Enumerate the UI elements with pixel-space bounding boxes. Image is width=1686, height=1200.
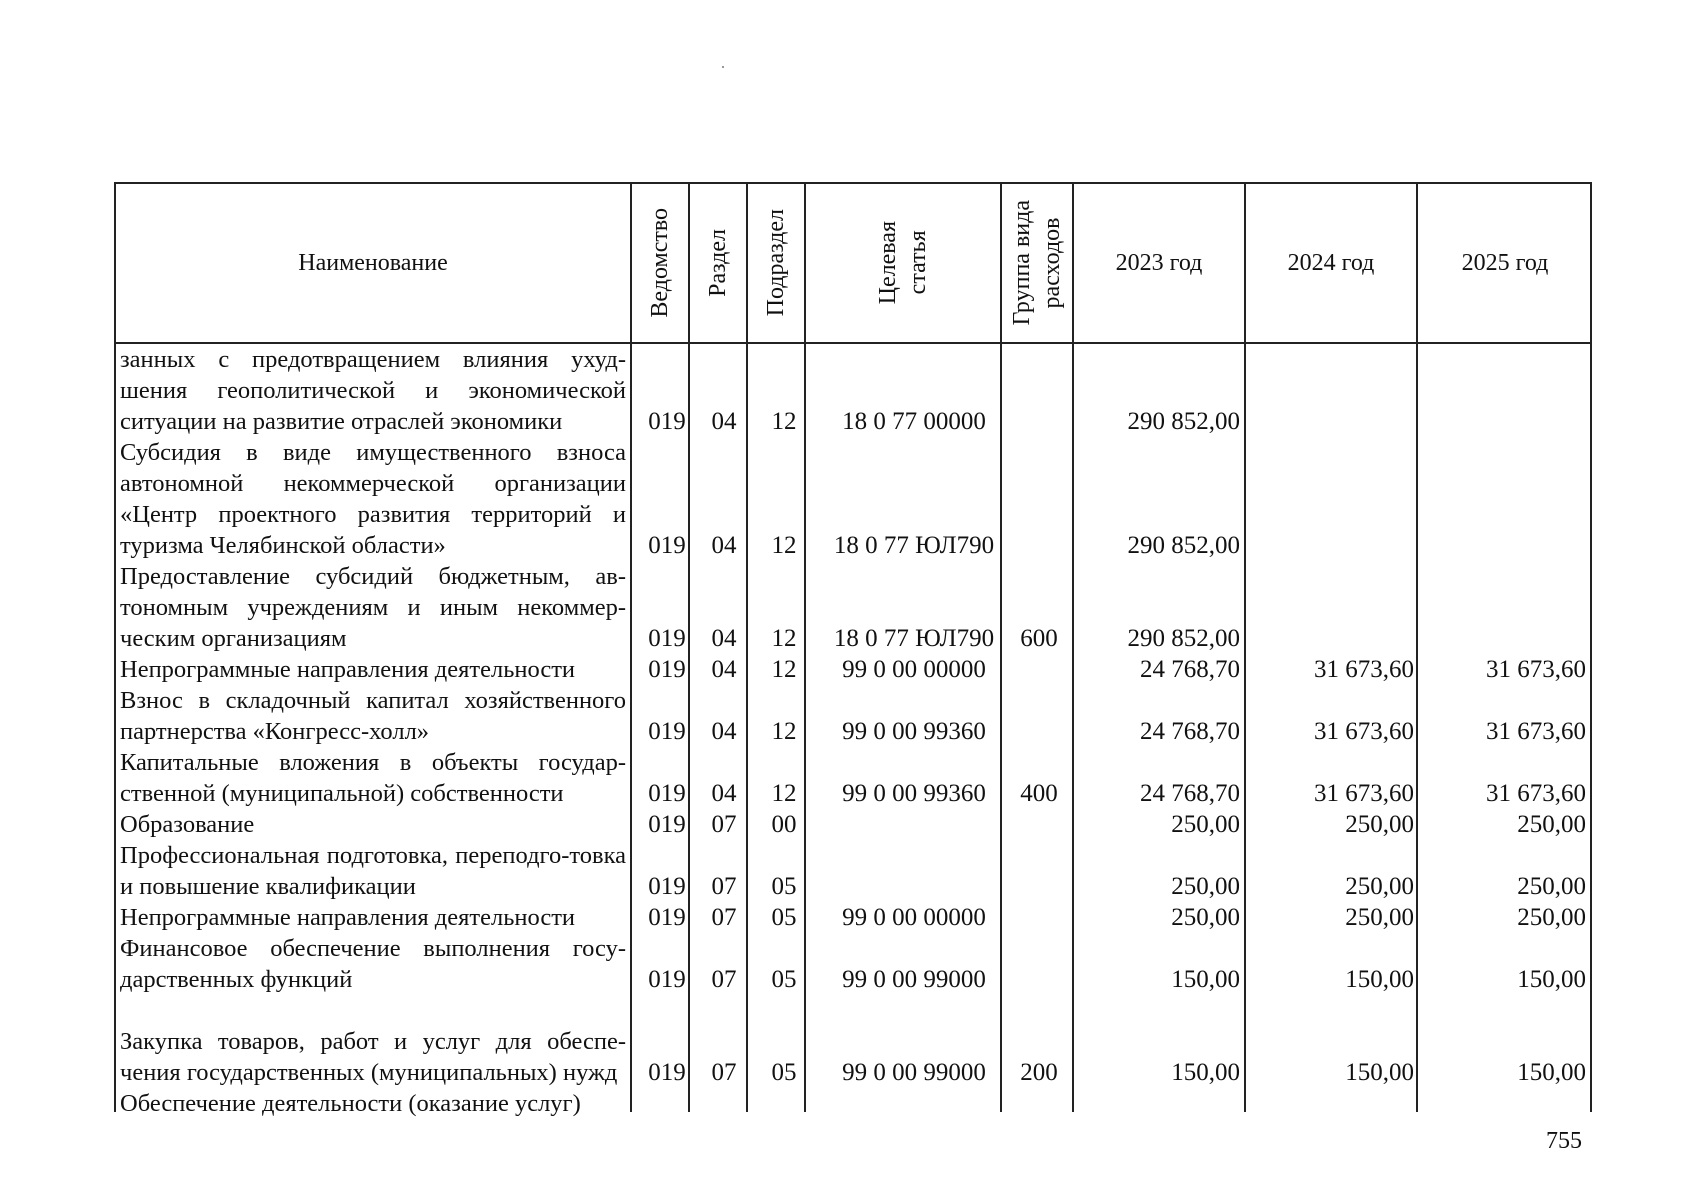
razdel-cell: 04 — [711, 408, 737, 435]
amount-2023-cell: 250,00 — [1171, 811, 1240, 838]
podrazdel-cell: 12 — [771, 408, 797, 435]
amount-2025-cell: 250,00 — [1517, 811, 1586, 838]
amount-2023-cell: 290 852,00 — [1127, 532, 1240, 559]
celevaya-statya-cell: 99 0 00 99360 — [842, 718, 986, 745]
row-name-cell: Капитальные вложения в объекты государ-ственной (муниципальной) собственности — [120, 749, 626, 807]
razdel-cell: 07 — [711, 1059, 737, 1086]
amount-2024-cell: 31 673,60 — [1314, 780, 1414, 807]
row-name-cell: Профессиональная подготовка, переподго-товка и повышение квалификации — [120, 842, 626, 900]
podrazdel-cell: 05 — [771, 966, 797, 993]
razdel-cell: 07 — [711, 904, 737, 931]
celevaya-statya-cell: 18 0 77 ЮЛ790 — [833, 625, 995, 652]
table-row — [116, 437, 1590, 561]
table-row — [116, 561, 1590, 654]
vedomstvo-cell: 019 — [648, 625, 686, 652]
celevaya-statya-cell: 99 0 00 00000 — [842, 656, 986, 683]
celevaya-statya-cell: 99 0 00 99360 — [842, 780, 986, 807]
amount-2023-cell: 150,00 — [1171, 1059, 1240, 1086]
row-name-cell: Взнос в складочный капитал хозяйственного партнерства «Конгресс-холл» — [120, 687, 626, 745]
header-2025: 2025 год — [1461, 249, 1549, 276]
amount-2025-cell: 31 673,60 — [1486, 780, 1586, 807]
podrazdel-cell: 05 — [771, 873, 797, 900]
vedomstvo-cell: 019 — [648, 718, 686, 745]
amount-2024-cell: 31 673,60 — [1314, 718, 1414, 745]
table-row — [116, 1088, 1590, 1119]
row-name-cell: Обеспечение деятельности (оказание услуг) — [120, 1090, 581, 1117]
amount-2025-cell: 31 673,60 — [1486, 718, 1586, 745]
razdel-cell: 04 — [711, 625, 737, 652]
amount-2025-cell: 250,00 — [1517, 873, 1586, 900]
amount-2025-cell: 150,00 — [1517, 966, 1586, 993]
table-row — [116, 902, 1590, 933]
podrazdel-cell: 05 — [771, 1059, 797, 1086]
celevaya-statya-cell: 99 0 00 99000 — [842, 966, 986, 993]
row-name-cell: Непрограммные направления деятельности — [120, 904, 576, 931]
scan-speck — [722, 66, 724, 68]
celevaya-statya-cell: 18 0 77 00000 — [842, 408, 986, 435]
header-vedomstvo: Ведомство — [647, 208, 673, 318]
row-name-cell: Закупка товаров, работ и услуг для обеспе-чения государственных (муниципальных) нужд — [120, 1028, 626, 1086]
gruppa-vida-cell: 200 — [1020, 1059, 1058, 1086]
table-row — [116, 344, 1590, 437]
budget-table — [114, 182, 1592, 1117]
razdel-cell: 04 — [711, 718, 737, 745]
amount-2025-cell: 31 673,60 — [1486, 656, 1586, 683]
amount-2024-cell: 250,00 — [1345, 904, 1414, 931]
vedomstvo-cell: 019 — [648, 1059, 686, 1086]
amount-2023-cell: 250,00 — [1171, 873, 1240, 900]
amount-2025-cell: 250,00 — [1517, 904, 1586, 931]
podrazdel-cell: 12 — [771, 625, 797, 652]
amount-2024-cell: 150,00 — [1345, 966, 1414, 993]
vedomstvo-cell: 019 — [648, 966, 686, 993]
amount-2023-cell: 24 768,70 — [1140, 656, 1240, 683]
celevaya-statya-cell: 99 0 00 99000 — [842, 1059, 986, 1086]
row-name-cell: Образование — [120, 811, 255, 838]
amount-2023-cell: 250,00 — [1171, 904, 1240, 931]
podrazdel-cell: 12 — [771, 780, 797, 807]
page-number: 755 — [1546, 1128, 1582, 1154]
amount-2023-cell: 290 852,00 — [1127, 408, 1240, 435]
table-row — [116, 747, 1590, 809]
amount-2023-cell: 290 852,00 — [1127, 625, 1240, 652]
row-name-cell: Предоставление субсидий бюджетным, ав-тономным учреждениям и иным некоммер-ческим организациям — [120, 563, 626, 652]
celevaya-statya-cell: 99 0 00 00000 — [842, 904, 986, 931]
header-razdel: Раздел — [705, 229, 731, 297]
row-name-cell: занных с предотвращением влияния ухуд-шения геополитической и экономической ситуации на развитие отраслей экономики — [120, 346, 626, 435]
header-celevaya-statya: Целевая статья — [875, 221, 931, 305]
amount-2024-cell: 31 673,60 — [1314, 656, 1414, 683]
row-name-cell: Непрограммные направления деятельности — [120, 656, 576, 683]
table-body — [116, 344, 1590, 1117]
amount-2024-cell: 250,00 — [1345, 811, 1414, 838]
header-gruppa-vida-rashodov: Группа вида расходов — [1009, 200, 1065, 326]
razdel-cell: 07 — [711, 966, 737, 993]
celevaya-statya-cell: 18 0 77 ЮЛ790 — [833, 532, 995, 559]
podrazdel-cell: 00 — [771, 811, 797, 838]
vedomstvo-cell: 019 — [648, 873, 686, 900]
header-2024: 2024 год — [1287, 249, 1375, 276]
table-row — [116, 685, 1590, 747]
podrazdel-cell: 12 — [771, 656, 797, 683]
gruppa-vida-cell: 600 — [1020, 625, 1058, 652]
table-row — [116, 933, 1590, 995]
vedomstvo-cell: 019 — [648, 780, 686, 807]
table-row — [116, 840, 1590, 902]
table-row — [116, 995, 1590, 1088]
podrazdel-cell: 12 — [771, 532, 797, 559]
vedomstvo-cell: 019 — [648, 532, 686, 559]
vedomstvo-cell: 019 — [648, 811, 686, 838]
amount-2023-cell: 150,00 — [1171, 966, 1240, 993]
header-2023: 2023 год — [1115, 249, 1203, 276]
vedomstvo-cell: 019 — [648, 408, 686, 435]
row-name-cell: Финансовое обеспечение выполнения госу-дарственных функций — [120, 935, 626, 993]
vedomstvo-cell: 019 — [648, 656, 686, 683]
podrazdel-cell: 12 — [771, 718, 797, 745]
razdel-cell: 07 — [711, 811, 737, 838]
razdel-cell: 04 — [711, 656, 737, 683]
header-name: Наименование — [298, 249, 448, 276]
podrazdel-cell: 05 — [771, 904, 797, 931]
vedomstvo-cell: 019 — [648, 904, 686, 931]
razdel-cell: 07 — [711, 873, 737, 900]
amount-2023-cell: 24 768,70 — [1140, 718, 1240, 745]
gruppa-vida-cell: 400 — [1020, 780, 1058, 807]
razdel-cell: 04 — [711, 532, 737, 559]
amount-2023-cell: 24 768,70 — [1140, 780, 1240, 807]
razdel-cell: 04 — [711, 780, 737, 807]
amount-2024-cell: 250,00 — [1345, 873, 1414, 900]
table-row — [116, 654, 1590, 685]
amount-2024-cell: 150,00 — [1345, 1059, 1414, 1086]
row-name-cell: Субсидия в виде имущественного взноса автономной некоммерческой организации «Центр проектного развития территорий и туризма Челябинской области» — [120, 439, 626, 559]
header-podrazdel: Подраздел — [763, 209, 789, 317]
table-row — [116, 809, 1590, 840]
amount-2025-cell: 150,00 — [1517, 1059, 1586, 1086]
